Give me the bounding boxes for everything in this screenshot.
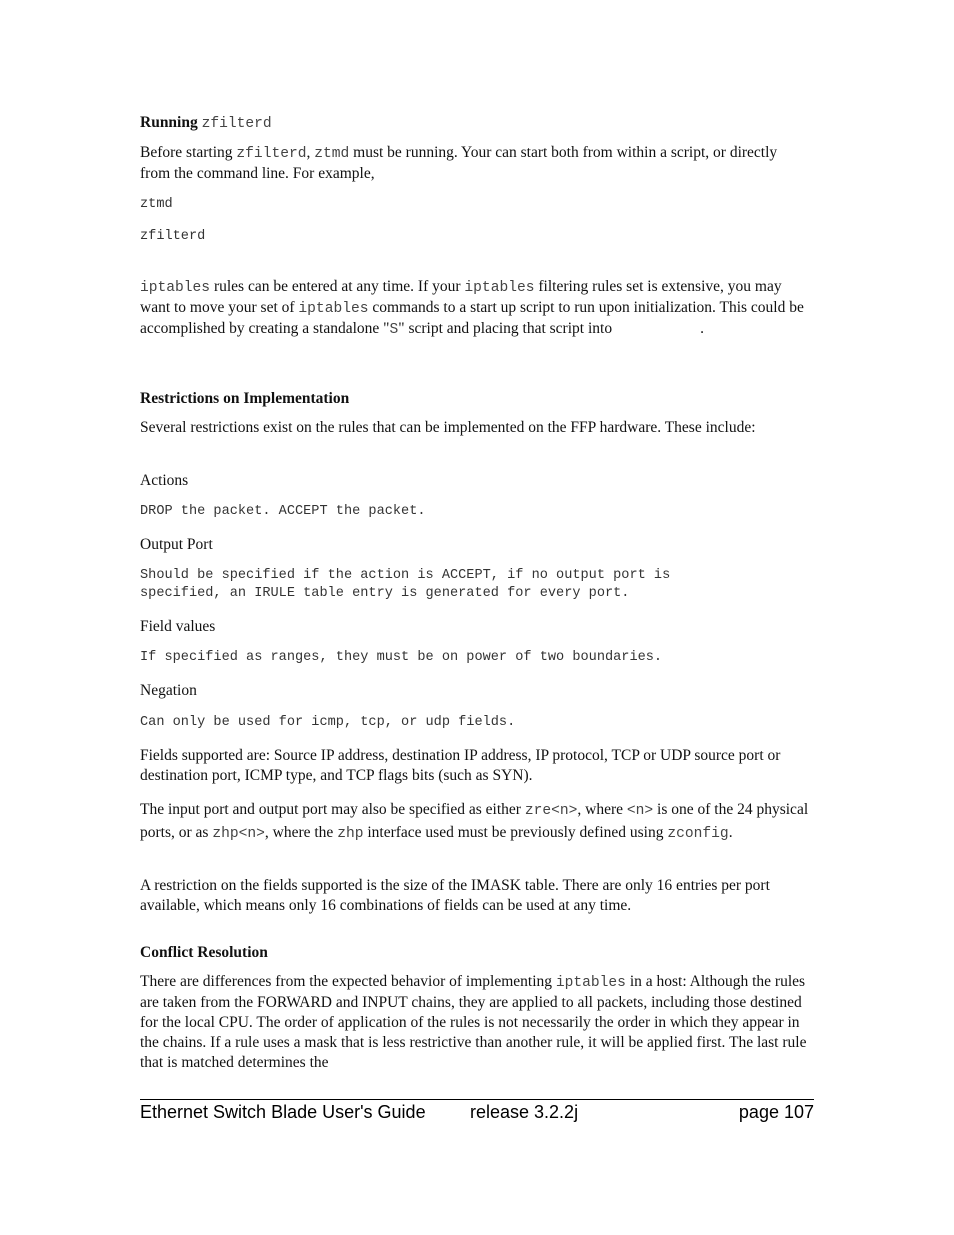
imask-paragraph: A restriction on the fields supported is the size of the IMASK table. There are only 16 entries per port available, which means only 16 combinations of fields can be used at any time. (140, 877, 770, 914)
restriction-code-negation: Can only be used for icmp, tcp, or udp fields. (140, 715, 516, 730)
fields-supported-paragraph: Fields supported are: Source IP address, destination IP address, IP protocol, TCP or UDP source port or destination port, ICMP type, and TCP flags bits (such as SYN). (140, 747, 781, 784)
section-heading-running: Running zfilterd (140, 114, 272, 132)
code-line-zfilterd: zfilterd (140, 229, 206, 244)
restrictions-intro-paragraph: Several restrictions exist on the rules that can be implemented on the FFP hardware. These include: (140, 419, 756, 436)
restriction-code-field-values: If specified as ranges, they must be on power of two boundaries. (140, 650, 663, 665)
footer-release: release 3.2.2j (470, 1102, 579, 1122)
conflict-paragraph: There are differences from the expected behavior of implementing iptables in a host: Although the rules are taken from the FORWARD and INPUT chains, they are applied to all packets, including those destined for the local CPU. The order of application of the rules is not necessarily the order in which they appear in the chains. If a rule uses a mask that is less restrictive than another rule, it will be applied first. The last rule that is matched determines the (140, 973, 807, 1071)
footer-title: Ethernet Switch Blade User's Guide (140, 1102, 426, 1122)
restriction-code-actions: DROP the packet. ACCEPT the packet. (140, 504, 426, 519)
restriction-code-output-port-line1: Should be specified if the action is ACCEPT, if no output port is (140, 568, 671, 583)
footer-page-number: page 107 (738, 1102, 814, 1122)
section-heading-conflict: Conflict Resolution (140, 944, 268, 961)
ports-paragraph: The input port and output port may also be specified as either zre<n>, where <n> is one of the 24 physical ports, or as zhp<n>, where the zhp interface used must be previously defined using zconfig. (140, 801, 809, 842)
restriction-label-field-values: Field values (140, 618, 216, 635)
page-footer (140, 1101, 814, 1123)
footer-divider (140, 1099, 814, 1100)
code-line-ztmd: ztmd (140, 197, 173, 212)
restriction-label-negation: Negation (140, 682, 197, 699)
restriction-label-output-port: Output Port (140, 536, 213, 553)
section-heading-restrictions: Restrictions on Implementation (140, 390, 350, 407)
restriction-label-actions: Actions (140, 472, 189, 489)
restriction-code-output-port-line2: specified, an IRULE table entry is generated for every port. (140, 586, 630, 601)
iptables-paragraph: iptables rules can be entered at any time. If your iptables filtering rules set is extensive, you may want to move your set of iptables commands to a start up script to run upon initialization. This could be accomplished by creating a standalone "S" script and placing that script into . (140, 278, 804, 338)
running-intro-paragraph: Before starting zfilterd, ztmd must be running. Your can start both from within a script, or directly from the command line. For example, (140, 144, 778, 182)
